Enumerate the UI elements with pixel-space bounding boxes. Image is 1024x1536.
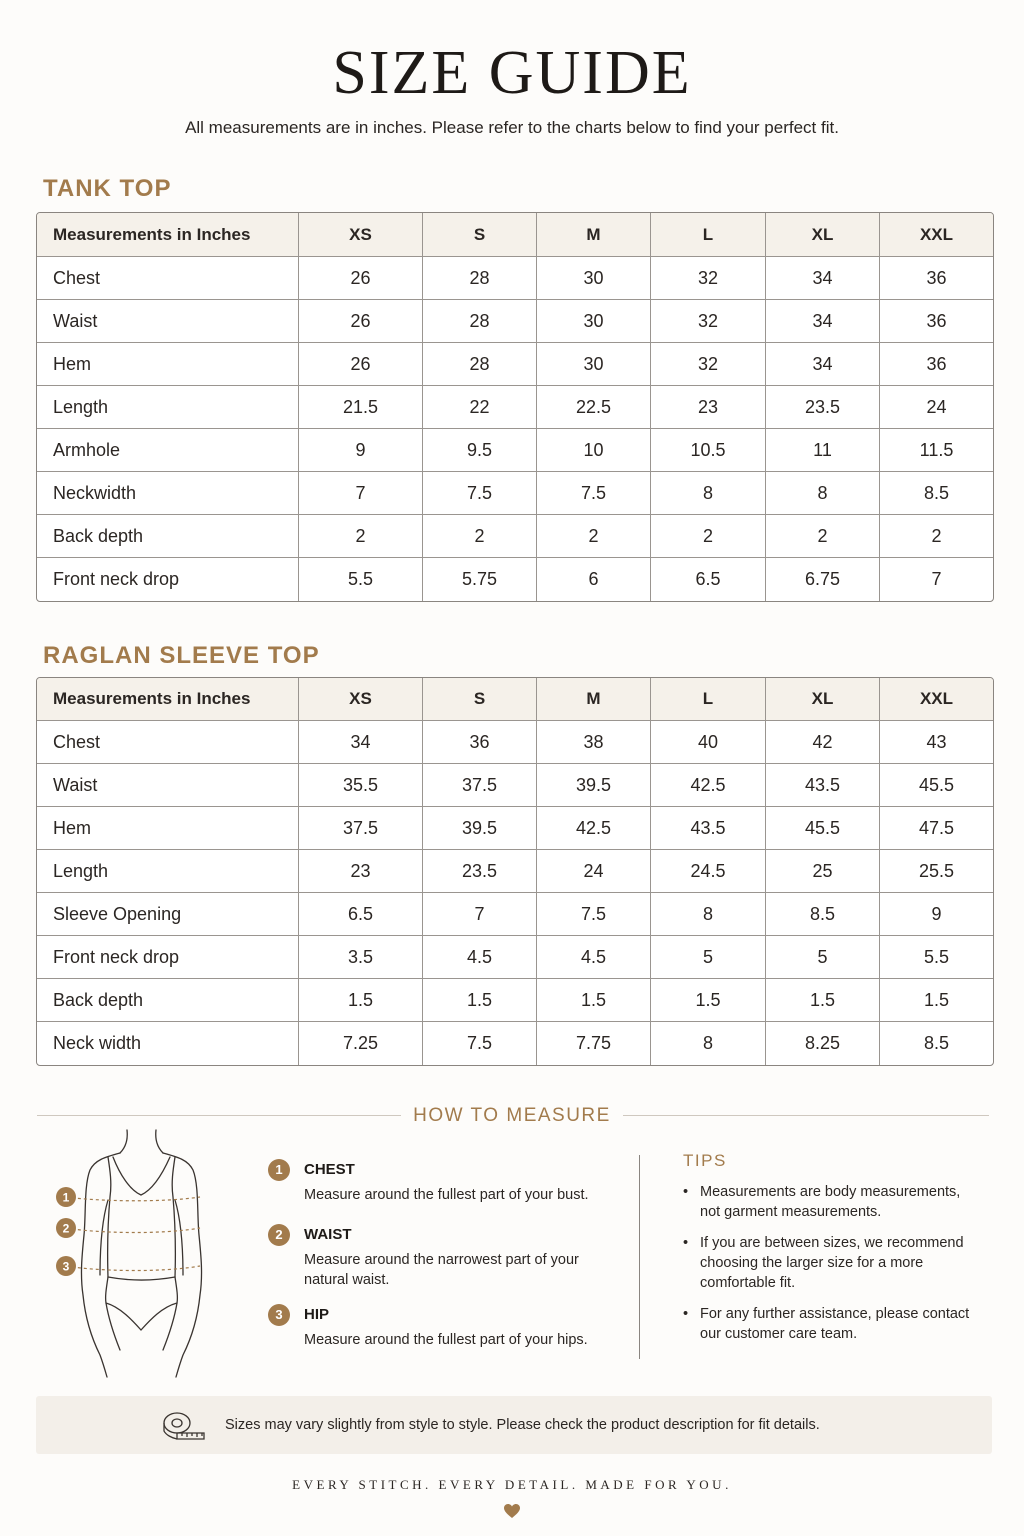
table-header-row: [37, 213, 993, 257]
size-value: 21.5: [299, 386, 423, 429]
size-value: 37.5: [423, 764, 537, 807]
size-value: 11.5: [880, 429, 993, 472]
fit-note-text: Sizes may vary slightly from style to style. Please check the product description for fit details.: [225, 1417, 820, 1433]
table-row: [37, 472, 993, 515]
column-header-size: M: [537, 213, 651, 257]
page-title: SIZE GUIDE: [332, 39, 692, 107]
size-value: 2: [299, 515, 423, 558]
heart-icon: [503, 1503, 521, 1519]
size-value: 36: [423, 721, 537, 764]
size-value: 26: [299, 300, 423, 343]
size-value: 1.5: [651, 979, 766, 1022]
fit-note-bar: [36, 1396, 992, 1454]
size-value: 10: [537, 429, 651, 472]
measurement-label: Back depth: [37, 979, 299, 1022]
size-value: 30: [537, 300, 651, 343]
column-header-measurement: Measurements in Inches: [37, 213, 299, 257]
step-label: HIP: [304, 1306, 330, 1323]
table-row: [37, 558, 993, 601]
table-row: [37, 979, 993, 1022]
tips-list: [683, 1182, 983, 1355]
table-header-row: [37, 678, 993, 721]
step-number: 2: [268, 1224, 290, 1246]
page-subtitle: All measurements are in inches. Please refer to the charts below to find your perfect fit.: [185, 118, 839, 137]
size-value: 23: [299, 850, 423, 893]
measurement-label: Hem: [37, 807, 299, 850]
size-value: 7.5: [537, 472, 651, 515]
size-value: 8.5: [880, 472, 993, 515]
raglan-top-title: RAGLAN SLEEVE TOP: [43, 642, 320, 669]
size-value: 1.5: [880, 979, 993, 1022]
size-value: 43.5: [766, 764, 880, 807]
size-value: 2: [880, 515, 993, 558]
size-value: 30: [537, 257, 651, 300]
size-value: 9: [880, 893, 993, 936]
column-header-size: XS: [299, 678, 423, 721]
measurement-label: Waist: [37, 300, 299, 343]
step-label: CHEST: [304, 1161, 355, 1178]
size-value: 7.75: [537, 1022, 651, 1065]
size-value: 34: [299, 721, 423, 764]
tank-top-title: TANK TOP: [43, 175, 172, 202]
size-value: 8.5: [923, 1033, 950, 1053]
size-value: 28: [423, 257, 537, 300]
step-label: WAIST: [304, 1226, 352, 1243]
size-value: 7: [423, 893, 537, 936]
step-description: Measure around the narrowest part of your natural waist.: [304, 1252, 579, 1288]
size-value: 25: [766, 850, 880, 893]
size-value: 1.5: [537, 979, 651, 1022]
figure-marker-2: 2: [62, 1221, 70, 1236]
tip-item: • For any further assistance, please contact our customer care team.: [683, 1304, 983, 1344]
size-value: 42: [766, 721, 880, 764]
tip-item: • If you are between sizes, we recommend choosing the larger size for a more comfortable fit.: [683, 1233, 983, 1293]
step-description: Measure around the fullest part of your hips.: [304, 1332, 588, 1348]
column-header-size: S: [423, 213, 537, 257]
size-value: 36: [880, 257, 993, 300]
column-header-size: S: [423, 678, 537, 721]
size-value: 9: [299, 429, 423, 472]
size-value: 40: [651, 721, 766, 764]
size-value: 9.5: [423, 429, 537, 472]
column-header-size: XL: [766, 678, 880, 721]
size-value: 30: [537, 343, 651, 386]
measurement-label: Back depth: [37, 515, 299, 558]
size-value: 8: [651, 472, 766, 515]
size-value: 43: [880, 721, 993, 764]
size-value: 24.5: [651, 850, 766, 893]
size-value: 8.25: [766, 1022, 880, 1065]
size-value: 5.5: [880, 936, 993, 979]
how-to-measure-title: HOW TO MEASURE: [413, 1105, 611, 1126]
size-value: 6.75: [766, 558, 880, 601]
size-value: 32: [651, 300, 766, 343]
tips-title: TIPS: [683, 1151, 727, 1170]
size-value: 8: [766, 472, 880, 515]
measurement-label: Chest: [37, 721, 299, 764]
size-value: 23.5: [766, 386, 880, 429]
measurement-label: Length: [37, 850, 299, 893]
size-value: 23.5: [423, 850, 537, 893]
size-value: 5.5: [299, 558, 423, 601]
column-header-size: XXL: [880, 678, 993, 721]
size-value: 36: [880, 300, 993, 343]
size-value: 36: [880, 343, 993, 386]
column-header-size: XXL: [880, 213, 993, 257]
size-value: 45.5: [880, 764, 993, 807]
size-value: 42.5: [651, 764, 766, 807]
size-value: 7.5: [423, 472, 537, 515]
size-value: 8: [651, 893, 766, 936]
tank-top-size-table: [36, 212, 994, 602]
size-value: 23: [651, 386, 766, 429]
size-value: 7: [299, 472, 423, 515]
size-value: 42.5: [537, 807, 651, 850]
size-value: 43.5: [651, 807, 766, 850]
size-value: 35.5: [299, 764, 423, 807]
tip-item: • Measurements are body measurements, not garment measurements.: [683, 1182, 983, 1222]
size-value: 6: [537, 558, 651, 601]
size-value: 34: [766, 300, 880, 343]
table-row: [37, 893, 993, 936]
size-value: 22: [423, 386, 537, 429]
measurement-label: Neck width: [37, 1022, 299, 1065]
size-value: 2: [423, 515, 537, 558]
size-value: 22.5: [537, 386, 651, 429]
raglan-top-size-table: [36, 677, 994, 1066]
step-description: Measure around the fullest part of your bust.: [304, 1187, 589, 1203]
size-value: 5: [651, 936, 766, 979]
measurement-label: Sleeve Opening: [37, 893, 299, 936]
size-value: 3.5: [299, 936, 423, 979]
measurement-label: Length: [37, 386, 299, 429]
table-row: [37, 807, 993, 850]
body-outline-figure: [50, 1125, 220, 1380]
figure-marker-3: 3: [62, 1259, 70, 1274]
table-row: [37, 721, 993, 764]
table-row: [37, 515, 993, 558]
size-value: 26: [299, 343, 423, 386]
size-value: 10.5: [651, 429, 766, 472]
measurement-label: Armhole: [37, 429, 299, 472]
measuring-tape-icon: [162, 1410, 208, 1440]
table-row: [37, 850, 993, 893]
size-value: 24: [880, 386, 993, 429]
size-value: 32: [651, 257, 766, 300]
size-value: 8.5: [766, 893, 880, 936]
table-row: [37, 343, 993, 386]
size-value: 2: [766, 515, 880, 558]
column-header-measurement: Measurements in Inches: [37, 678, 299, 721]
table-row: [37, 257, 993, 300]
size-value: 6.5: [299, 893, 423, 936]
size-value: 45.5: [766, 807, 880, 850]
step-number: 3: [268, 1304, 290, 1326]
size-value: 24: [537, 850, 651, 893]
size-value: 26: [299, 257, 423, 300]
column-header-size: M: [537, 678, 651, 721]
table-row: [37, 386, 993, 429]
size-value: 32: [651, 343, 766, 386]
table-row: [37, 764, 993, 807]
size-value: 47.5: [880, 807, 993, 850]
table-row: [37, 429, 993, 472]
size-value: 7.5: [423, 1022, 537, 1065]
column-header-size: XS: [299, 213, 423, 257]
measurement-label: Chest: [37, 257, 299, 300]
size-value: 8: [651, 1022, 766, 1065]
size-value: 2: [651, 515, 766, 558]
size-value: 37.5: [299, 807, 423, 850]
size-value: 34: [766, 343, 880, 386]
size-value: 25.5: [880, 850, 993, 893]
measurement-label: Front neck drop: [37, 936, 299, 979]
size-value: 2: [537, 515, 651, 558]
measurement-label: Waist: [37, 764, 299, 807]
column-header-size: XL: [766, 213, 880, 257]
column-header-size: L: [651, 678, 766, 721]
size-value: 39.5: [537, 764, 651, 807]
size-value: 4.5: [537, 936, 651, 979]
measurement-label: Neckwidth: [37, 472, 299, 515]
size-value: 11: [766, 429, 880, 472]
size-value: 7.5: [537, 893, 651, 936]
size-value: 1.5: [766, 979, 880, 1022]
size-value: 7: [931, 569, 942, 589]
size-value: 4.5: [423, 936, 537, 979]
table-row: [37, 300, 993, 343]
table-row: [37, 1022, 993, 1065]
size-value: 6.5: [651, 558, 766, 601]
size-value: 7.25: [299, 1022, 423, 1065]
footer-tagline: EVERY STITCH. EVERY DETAIL. MADE FOR YOU.: [292, 1477, 732, 1492]
vertical-divider: [639, 1155, 640, 1359]
size-value: 28: [423, 343, 537, 386]
size-value: 1.5: [299, 979, 423, 1022]
figure-marker-1: 1: [62, 1190, 70, 1205]
size-value: 5.75: [423, 558, 537, 601]
size-value: 28: [423, 300, 537, 343]
table-row: [37, 936, 993, 979]
measurement-label: Hem: [37, 343, 299, 386]
measurement-label: Front neck drop: [37, 558, 299, 601]
step-number: 1: [268, 1159, 290, 1181]
size-value: 39.5: [423, 807, 537, 850]
size-value: 1.5: [423, 979, 537, 1022]
size-value: 38: [537, 721, 651, 764]
size-value: 34: [766, 257, 880, 300]
size-value: 5: [766, 936, 880, 979]
column-header-size: L: [651, 213, 766, 257]
